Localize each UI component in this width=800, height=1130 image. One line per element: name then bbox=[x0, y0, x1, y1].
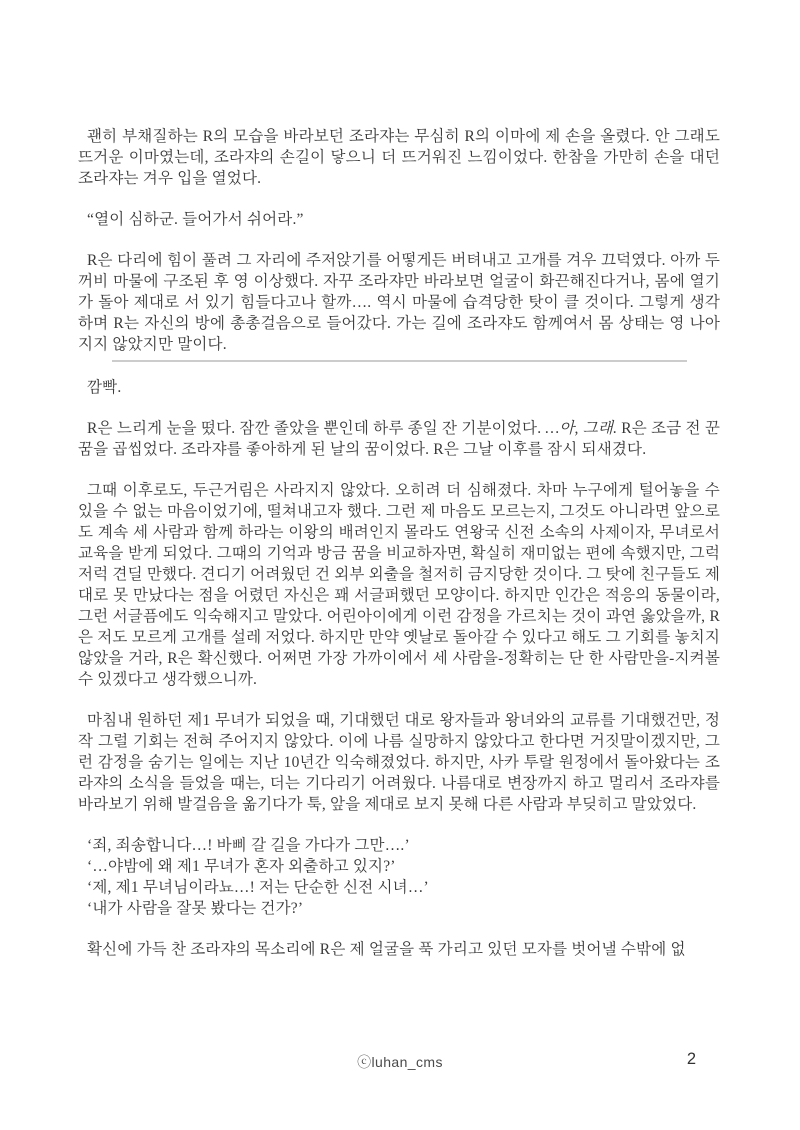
spoken-quote: “열이 심하군. 들어가서 쉬어라.” bbox=[87, 211, 304, 228]
scene-divider bbox=[112, 360, 687, 362]
dialogue-line: ‘제, 제1 무녀님이라뇨…! 저는 단순한 신전 시녀…’ bbox=[87, 879, 429, 896]
page-footer bbox=[0, 1050, 800, 1074]
page-number: 2 bbox=[686, 1050, 696, 1068]
dialogue-line: ‘죄, 죄송합니다…! 바삐 갈 길을 가다가 그만….’ bbox=[87, 837, 410, 854]
paragraph: 괜히 부채질하는 R의 모습을 바라보던 조라쟈는 무심히 R의 이마에 제 손을 올렸다. 안 그래도 뜨거운 이마였는데, 조라쟈의 손길이 닿으니 더 뜨거워진 느낌이었다. 한참을 가만히 손을 대던 조라쟈는 겨우 입을 열었다. bbox=[78, 128, 720, 187]
watermark-text: ⓒluhan_cms bbox=[357, 1054, 443, 1070]
inner-thought-italic: …아, 그래. bbox=[545, 420, 618, 437]
paragraph-text: R은 느리게 눈을 떴다. 잠깐 졸았을 뿐인데 하루 종일 잔 기분이었다. bbox=[87, 420, 546, 437]
paragraph-text: R은 조금 전 꾼 꿈을 곱씹었다. 조라쟈를 좋아하게 된 날의 꿈이었다. R은 그날 이후를 잠시 되새겼다. bbox=[78, 420, 720, 458]
paragraph: 그때 이후로도, 두근거림은 사라지지 않았다. 오히려 더 심해졌다. 차마 누구에게 털어놓을 수 있을 수 없는 마음이었기에, 떨쳐내고자 했다. 그런 제 마음도 모르는지, 그것도 아니라면 앞으로도 계속 세 사람과 함께 하라는 이왕의 배려인지 몰라도 연왕국 신전 소속의 사제이자, 무녀로서 교육을 받게 되었다. 그때의 기억과 방금 꿈을 비교하자면, 확실히 재미없는 편에 속했지만, 그럭저럭 견딜 만했다. 견디기 어려웠던 건 외부 외출을 철저히 금지당한 것이다. 그 탓에 친구들도 제대로 못 만났다는 점을 어렸던 자신은 꽤 서글퍼했던 모양이다. 하지만 인간은 적응의 동물이라, 그런 서글픔에도 익숙해지고 말았다. 어린아이에게 이런 감정을 가르치는 것이 과연 옳았을까, R은 저도 모르게 고개를 설레 저었다. 하지만 만약 옛날로 돌아갈 수 있다고 해도 그 기회를 놓치지 않았을 거라, R은 확신했다. 어쩌면 가장 가까이에서 세 사람을-정확히는 단 한 사람만을-지켜볼 수 있겠다고 생각했으니까. bbox=[78, 482, 720, 688]
dialogue-block bbox=[78, 835, 720, 919]
paragraph bbox=[78, 418, 720, 460]
paragraph-blink: 깜빡. bbox=[87, 379, 122, 396]
paragraph: 확신에 가득 찬 조라쟈의 목소리에 R은 제 얼굴을 푹 가리고 있던 모자를 벗어낼 수밖에 없 bbox=[87, 941, 686, 958]
paragraph: 마침내 원하던 제1 무녀가 되었을 때, 기대했던 대로 왕자들과 왕녀와의 교류를 기대했건만, 정작 그럴 기회는 전혀 주어지지 않았다. 이에 나름 실망하지 않았다고 한다면 거짓말이겠지만, 그런 감정을 숨기는 일에는 지난 10년간 익숙해졌었다. 하지만, 사카 투랄 원정에서 돌아왔다는 조라쟈의 소식을 들었을 때는, 더는 기다리기 어려웠다. 나름대로 변장까지 하고 멀리서 조라쟈를 바라보기 위해 발걸음을 옮기다가 툭, 앞을 제대로 보지 못해 다른 사람과 부딪히고 말았었다. bbox=[78, 712, 720, 813]
dialogue-line: ‘…야밤에 왜 제1 무녀가 혼자 외출하고 있지?’ bbox=[87, 858, 396, 875]
paragraph: R은 다리에 힘이 풀려 그 자리에 주저앉기를 어떻게든 버텨내고 고개를 겨우 끄덕였다. 아까 두꺼비 마물에 구조된 후 영 이상했다. 자꾸 조라쟈만 바라보면 얼굴이 화끈해진다거나, 몸에 열기가 돌아 제대로 서 있기 힘들다고나 할까…. 역시 마물에 습격당한 탓이 클 것이다. 그렇게 생각하며 R는 자신의 방에 총총걸음으로 들어갔다. 가는 길에 조라쟈도 함께여서 몸 상태는 영 나아지지 않았지만 말이다. bbox=[78, 252, 720, 353]
dialogue-line: ‘내가 사람을 잘못 봤다는 건가?’ bbox=[87, 900, 304, 917]
